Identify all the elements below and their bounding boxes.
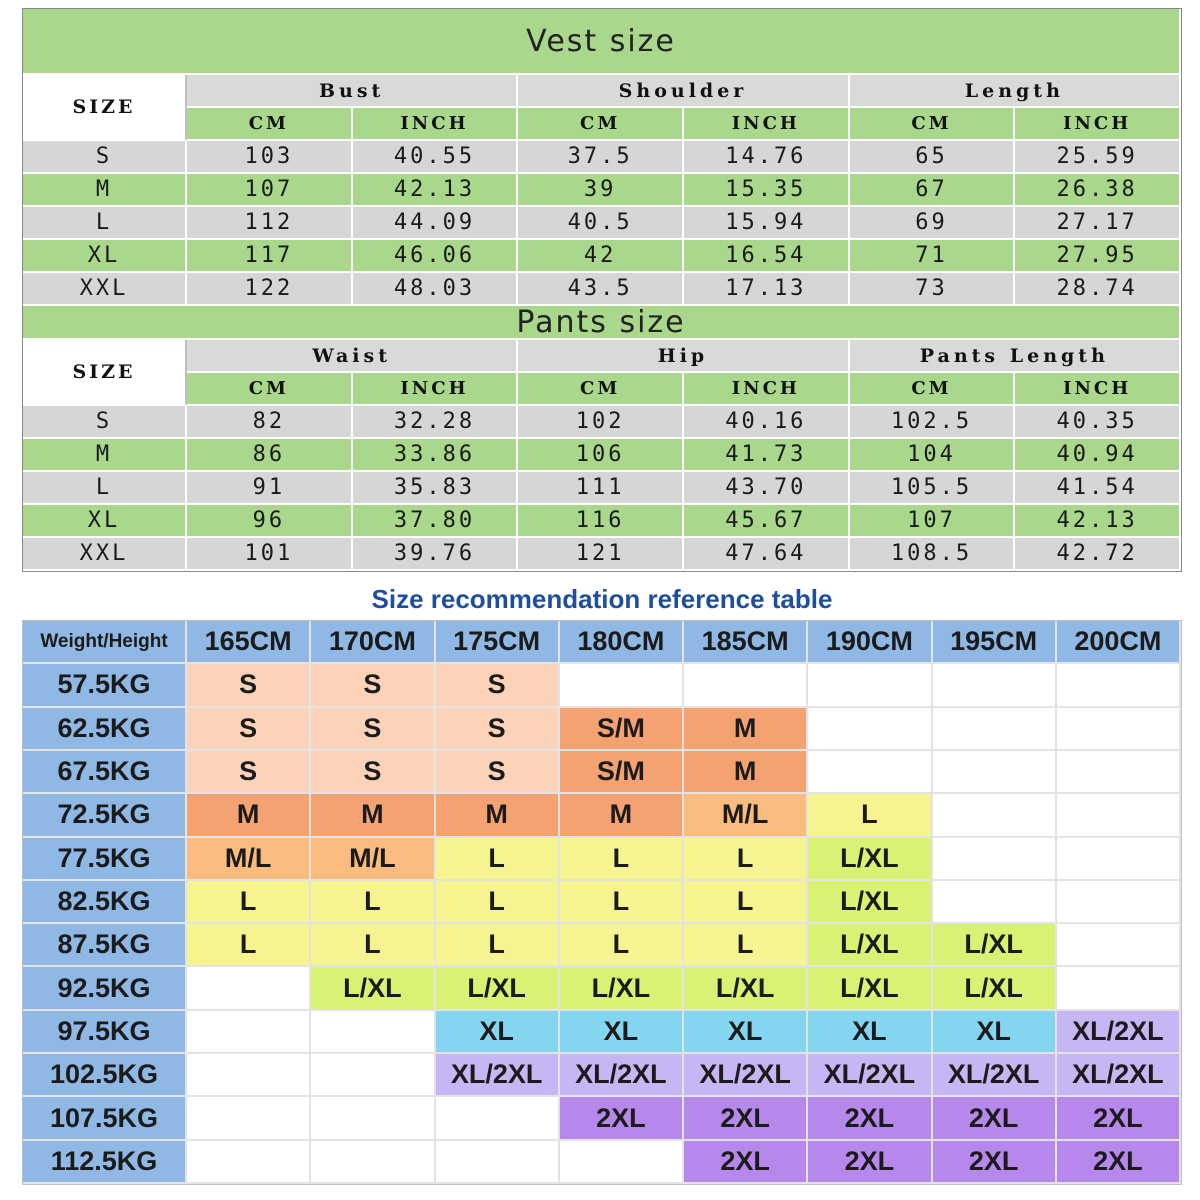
vest-size-column-header: SIZE: [23, 75, 187, 141]
recommended-size-cell: XL/2XL: [808, 1054, 932, 1097]
recommended-size-cell: L/XL: [808, 881, 932, 924]
recommended-size-cell: L: [311, 924, 435, 967]
pants-measurement-cell: 33.86: [353, 439, 519, 472]
recommended-size-cell: XL/2XL: [684, 1054, 808, 1097]
vest-measurement-cell: 44.09: [353, 207, 519, 240]
pants-measurement-cell: 101: [187, 538, 353, 571]
height-column-header: 195CM: [933, 621, 1057, 664]
pants-measurement-cell: 47.64: [684, 538, 850, 571]
empty-size-cell: [1057, 924, 1181, 967]
pants-group-waist: Waist: [187, 340, 518, 373]
empty-size-cell: [187, 1097, 311, 1140]
vest-measurement-cell: 40.5: [518, 207, 684, 240]
recommended-size-cell: M: [311, 794, 435, 837]
pants-unit-header: CM: [850, 373, 1016, 406]
pants-unit-header: INCH: [684, 373, 850, 406]
vest-measurement-cell: 27.17: [1015, 207, 1181, 240]
pants-measurement-cell: 105.5: [850, 472, 1016, 505]
vest-unit-header: INCH: [684, 108, 850, 141]
vest-measurement-cell: 69: [850, 207, 1016, 240]
recommended-size-cell: L/XL: [808, 838, 932, 881]
recommended-size-cell: S/M: [560, 708, 684, 751]
vest-measurement-cell: 48.03: [353, 273, 519, 306]
height-column-header: 175CM: [436, 621, 560, 664]
recommended-size-cell: 2XL: [808, 1141, 932, 1184]
recommended-size-cell: 2XL: [933, 1097, 1057, 1140]
pants-measurement-cell: 40.94: [1015, 439, 1181, 472]
pants-size-label: XL: [23, 505, 187, 538]
recommended-size-cell: 2XL: [560, 1097, 684, 1140]
recommended-size-cell: XL/2XL: [933, 1054, 1057, 1097]
pants-group-pants-length: Pants Length: [850, 340, 1181, 373]
empty-size-cell: [933, 838, 1057, 881]
vest-measurement-cell: 27.95: [1015, 240, 1181, 273]
vest-measurement-cell: 107: [187, 174, 353, 207]
recommended-size-cell: M/L: [187, 838, 311, 881]
empty-size-cell: [311, 1011, 435, 1054]
pants-measurement-cell: 104: [850, 439, 1016, 472]
weight-height-corner-header: Weight/Height: [23, 621, 187, 664]
height-column-header: 190CM: [808, 621, 932, 664]
vest-measurement-cell: 46.06: [353, 240, 519, 273]
pants-group-hip: Hip: [518, 340, 849, 373]
pants-measurement-cell: 111: [518, 472, 684, 505]
recommended-size-cell: M: [684, 708, 808, 751]
empty-size-cell: [187, 1054, 311, 1097]
recommended-size-cell: S: [311, 664, 435, 707]
recommended-size-cell: L: [560, 924, 684, 967]
pants-measurement-cell: 91: [187, 472, 353, 505]
height-column-header: 200CM: [1057, 621, 1181, 664]
pants-measurement-cell: 116: [518, 505, 684, 538]
vest-measurement-cell: 71: [850, 240, 1016, 273]
empty-size-cell: [1057, 664, 1181, 707]
recommended-size-cell: M/L: [311, 838, 435, 881]
recommended-size-cell: XL: [808, 1011, 932, 1054]
vest-measurement-cell: 67: [850, 174, 1016, 207]
height-column-header: 180CM: [560, 621, 684, 664]
vest-unit-header: CM: [187, 108, 353, 141]
vest-measurement-cell: 42: [518, 240, 684, 273]
vest-unit-header: CM: [518, 108, 684, 141]
empty-size-cell: [1057, 838, 1181, 881]
recommended-size-cell: XL/2XL: [436, 1054, 560, 1097]
vest-size-label: S: [23, 141, 187, 174]
empty-size-cell: [311, 1141, 435, 1184]
pants-size-title: Pants size: [23, 306, 1181, 340]
weight-row-header: 102.5KG: [23, 1054, 187, 1097]
vest-measurement-cell: 14.76: [684, 141, 850, 174]
vest-unit-header: CM: [850, 108, 1016, 141]
height-column-header: 185CM: [684, 621, 808, 664]
pants-unit-header: CM: [187, 373, 353, 406]
pants-measurement-cell: 41.54: [1015, 472, 1181, 505]
vest-group-bust: Bust: [187, 75, 518, 108]
recommended-size-cell: L: [187, 881, 311, 924]
vest-measurement-cell: 73: [850, 273, 1016, 306]
vest-measurement-cell: 103: [187, 141, 353, 174]
recommendation-title: Size recommendation reference table: [371, 583, 833, 614]
empty-size-cell: [933, 664, 1057, 707]
recommended-size-cell: L/XL: [808, 924, 932, 967]
recommended-size-cell: S: [436, 751, 560, 794]
recommended-size-cell: XL/2XL: [1057, 1011, 1181, 1054]
recommended-size-cell: 2XL: [808, 1097, 932, 1140]
vest-size-label: XXL: [23, 273, 187, 306]
recommended-size-cell: L/XL: [684, 967, 808, 1010]
recommended-size-cell: L: [560, 881, 684, 924]
recommended-size-cell: S: [187, 751, 311, 794]
pants-size-label: S: [23, 406, 187, 439]
recommended-size-cell: L/XL: [933, 924, 1057, 967]
recommended-size-cell: L: [560, 838, 684, 881]
vest-size-label: M: [23, 174, 187, 207]
recommended-size-cell: L: [436, 838, 560, 881]
pants-measurement-cell: 107: [850, 505, 1016, 538]
pants-unit-header: CM: [518, 373, 684, 406]
recommended-size-cell: L: [187, 924, 311, 967]
recommended-size-cell: L: [684, 881, 808, 924]
empty-size-cell: [1057, 881, 1181, 924]
empty-size-cell: [187, 1141, 311, 1184]
recommended-size-cell: S: [436, 708, 560, 751]
empty-size-cell: [684, 664, 808, 707]
recommended-size-cell: L: [684, 924, 808, 967]
pants-unit-header: INCH: [1015, 373, 1181, 406]
empty-size-cell: [1057, 794, 1181, 837]
recommended-size-cell: 2XL: [1057, 1141, 1181, 1184]
weight-row-header: 72.5KG: [23, 794, 187, 837]
size-chart-tables: [22, 8, 1182, 572]
vest-size-title: Vest size: [23, 9, 1181, 75]
vest-measurement-cell: 17.13: [684, 273, 850, 306]
vest-measurement-cell: 43.5: [518, 273, 684, 306]
pants-measurement-cell: 86: [187, 439, 353, 472]
pants-size-column-header: SIZE: [23, 340, 187, 406]
recommended-size-cell: S: [436, 664, 560, 707]
vest-unit-header: INCH: [353, 108, 519, 141]
recommended-size-cell: L/XL: [311, 967, 435, 1010]
empty-size-cell: [808, 664, 932, 707]
pants-measurement-cell: 108.5: [850, 538, 1016, 571]
pants-measurement-cell: 41.73: [684, 439, 850, 472]
pants-measurement-cell: 45.67: [684, 505, 850, 538]
pants-measurement-cell: 40.35: [1015, 406, 1181, 439]
pants-measurement-cell: 43.70: [684, 472, 850, 505]
recommended-size-cell: M: [684, 751, 808, 794]
recommended-size-cell: L/XL: [436, 967, 560, 1010]
recommended-size-cell: 2XL: [1057, 1097, 1181, 1140]
pants-size-label: XXL: [23, 538, 187, 571]
recommended-size-cell: M: [436, 794, 560, 837]
recommended-size-cell: XL: [560, 1011, 684, 1054]
vest-measurement-cell: 25.59: [1015, 141, 1181, 174]
pants-measurement-cell: 32.28: [353, 406, 519, 439]
pants-measurement-cell: 82: [187, 406, 353, 439]
vest-measurement-cell: 65: [850, 141, 1016, 174]
vest-measurement-cell: 122: [187, 273, 353, 306]
weight-row-header: 67.5KG: [23, 751, 187, 794]
empty-size-cell: [1057, 708, 1181, 751]
recommended-size-cell: S: [187, 708, 311, 751]
recommended-size-cell: XL: [684, 1011, 808, 1054]
vest-group-shoulder: Shoulder: [518, 75, 849, 108]
recommended-size-cell: M/L: [684, 794, 808, 837]
pants-measurement-cell: 102.5: [850, 406, 1016, 439]
weight-row-header: 97.5KG: [23, 1011, 187, 1054]
recommended-size-cell: M: [187, 794, 311, 837]
recommended-size-cell: L: [311, 881, 435, 924]
pants-measurement-cell: 42.13: [1015, 505, 1181, 538]
pants-unit-header: INCH: [353, 373, 519, 406]
vest-size-label: XL: [23, 240, 187, 273]
recommended-size-cell: L: [436, 924, 560, 967]
height-column-header: 165CM: [187, 621, 311, 664]
recommended-size-cell: XL: [436, 1011, 560, 1054]
size-recommendation-table: [22, 620, 1182, 1185]
pants-measurement-cell: 121: [518, 538, 684, 571]
recommended-size-cell: S/M: [560, 751, 684, 794]
pants-measurement-cell: 96: [187, 505, 353, 538]
vest-measurement-cell: 28.74: [1015, 273, 1181, 306]
recommended-size-cell: S: [187, 664, 311, 707]
empty-size-cell: [808, 751, 932, 794]
empty-size-cell: [187, 967, 311, 1010]
vest-measurement-cell: 40.55: [353, 141, 519, 174]
recommended-size-cell: L: [808, 794, 932, 837]
recommended-size-cell: 2XL: [684, 1097, 808, 1140]
recommended-size-cell: S: [311, 751, 435, 794]
empty-size-cell: [933, 794, 1057, 837]
vest-measurement-cell: 16.54: [684, 240, 850, 273]
recommended-size-cell: L/XL: [560, 967, 684, 1010]
empty-size-cell: [311, 1097, 435, 1140]
recommended-size-cell: 2XL: [684, 1141, 808, 1184]
empty-size-cell: [187, 1011, 311, 1054]
weight-row-header: 87.5KG: [23, 924, 187, 967]
empty-size-cell: [933, 881, 1057, 924]
pants-measurement-cell: 106: [518, 439, 684, 472]
recommended-size-cell: XL: [933, 1011, 1057, 1054]
pants-measurement-cell: 40.16: [684, 406, 850, 439]
weight-row-header: 92.5KG: [23, 967, 187, 1010]
weight-row-header: 62.5KG: [23, 708, 187, 751]
vest-measurement-cell: 39: [518, 174, 684, 207]
weight-row-header: 107.5KG: [23, 1097, 187, 1140]
vest-unit-header: INCH: [1015, 108, 1181, 141]
recommended-size-cell: L: [684, 838, 808, 881]
recommended-size-cell: L/XL: [808, 967, 932, 1010]
weight-row-header: 82.5KG: [23, 881, 187, 924]
weight-row-header: 112.5KG: [23, 1141, 187, 1184]
empty-size-cell: [560, 1141, 684, 1184]
vest-measurement-cell: 42.13: [353, 174, 519, 207]
pants-measurement-cell: 37.80: [353, 505, 519, 538]
pants-measurement-cell: 42.72: [1015, 538, 1181, 571]
vest-measurement-cell: 117: [187, 240, 353, 273]
pants-size-label: L: [23, 472, 187, 505]
empty-size-cell: [436, 1097, 560, 1140]
recommended-size-cell: S: [311, 708, 435, 751]
vest-measurement-cell: 15.35: [684, 174, 850, 207]
pants-measurement-cell: 102: [518, 406, 684, 439]
empty-size-cell: [933, 751, 1057, 794]
empty-size-cell: [808, 708, 932, 751]
empty-size-cell: [311, 1054, 435, 1097]
pants-size-label: M: [23, 439, 187, 472]
vest-measurement-cell: 15.94: [684, 207, 850, 240]
empty-size-cell: [560, 664, 684, 707]
height-column-header: 170CM: [311, 621, 435, 664]
empty-size-cell: [436, 1141, 560, 1184]
vest-measurement-cell: 26.38: [1015, 174, 1181, 207]
recommended-size-cell: XL/2XL: [1057, 1054, 1181, 1097]
empty-size-cell: [933, 708, 1057, 751]
recommended-size-cell: XL/2XL: [560, 1054, 684, 1097]
empty-size-cell: [1057, 751, 1181, 794]
pants-measurement-cell: 35.83: [353, 472, 519, 505]
vest-measurement-cell: 37.5: [518, 141, 684, 174]
pants-measurement-cell: 39.76: [353, 538, 519, 571]
vest-size-label: L: [23, 207, 187, 240]
recommended-size-cell: L: [436, 881, 560, 924]
weight-row-header: 57.5KG: [23, 664, 187, 707]
vest-group-length: Length: [850, 75, 1181, 108]
vest-measurement-cell: 112: [187, 207, 353, 240]
recommended-size-cell: L/XL: [933, 967, 1057, 1010]
weight-row-header: 77.5KG: [23, 838, 187, 881]
recommended-size-cell: 2XL: [933, 1141, 1057, 1184]
recommended-size-cell: M: [560, 794, 684, 837]
empty-size-cell: [1057, 967, 1181, 1010]
